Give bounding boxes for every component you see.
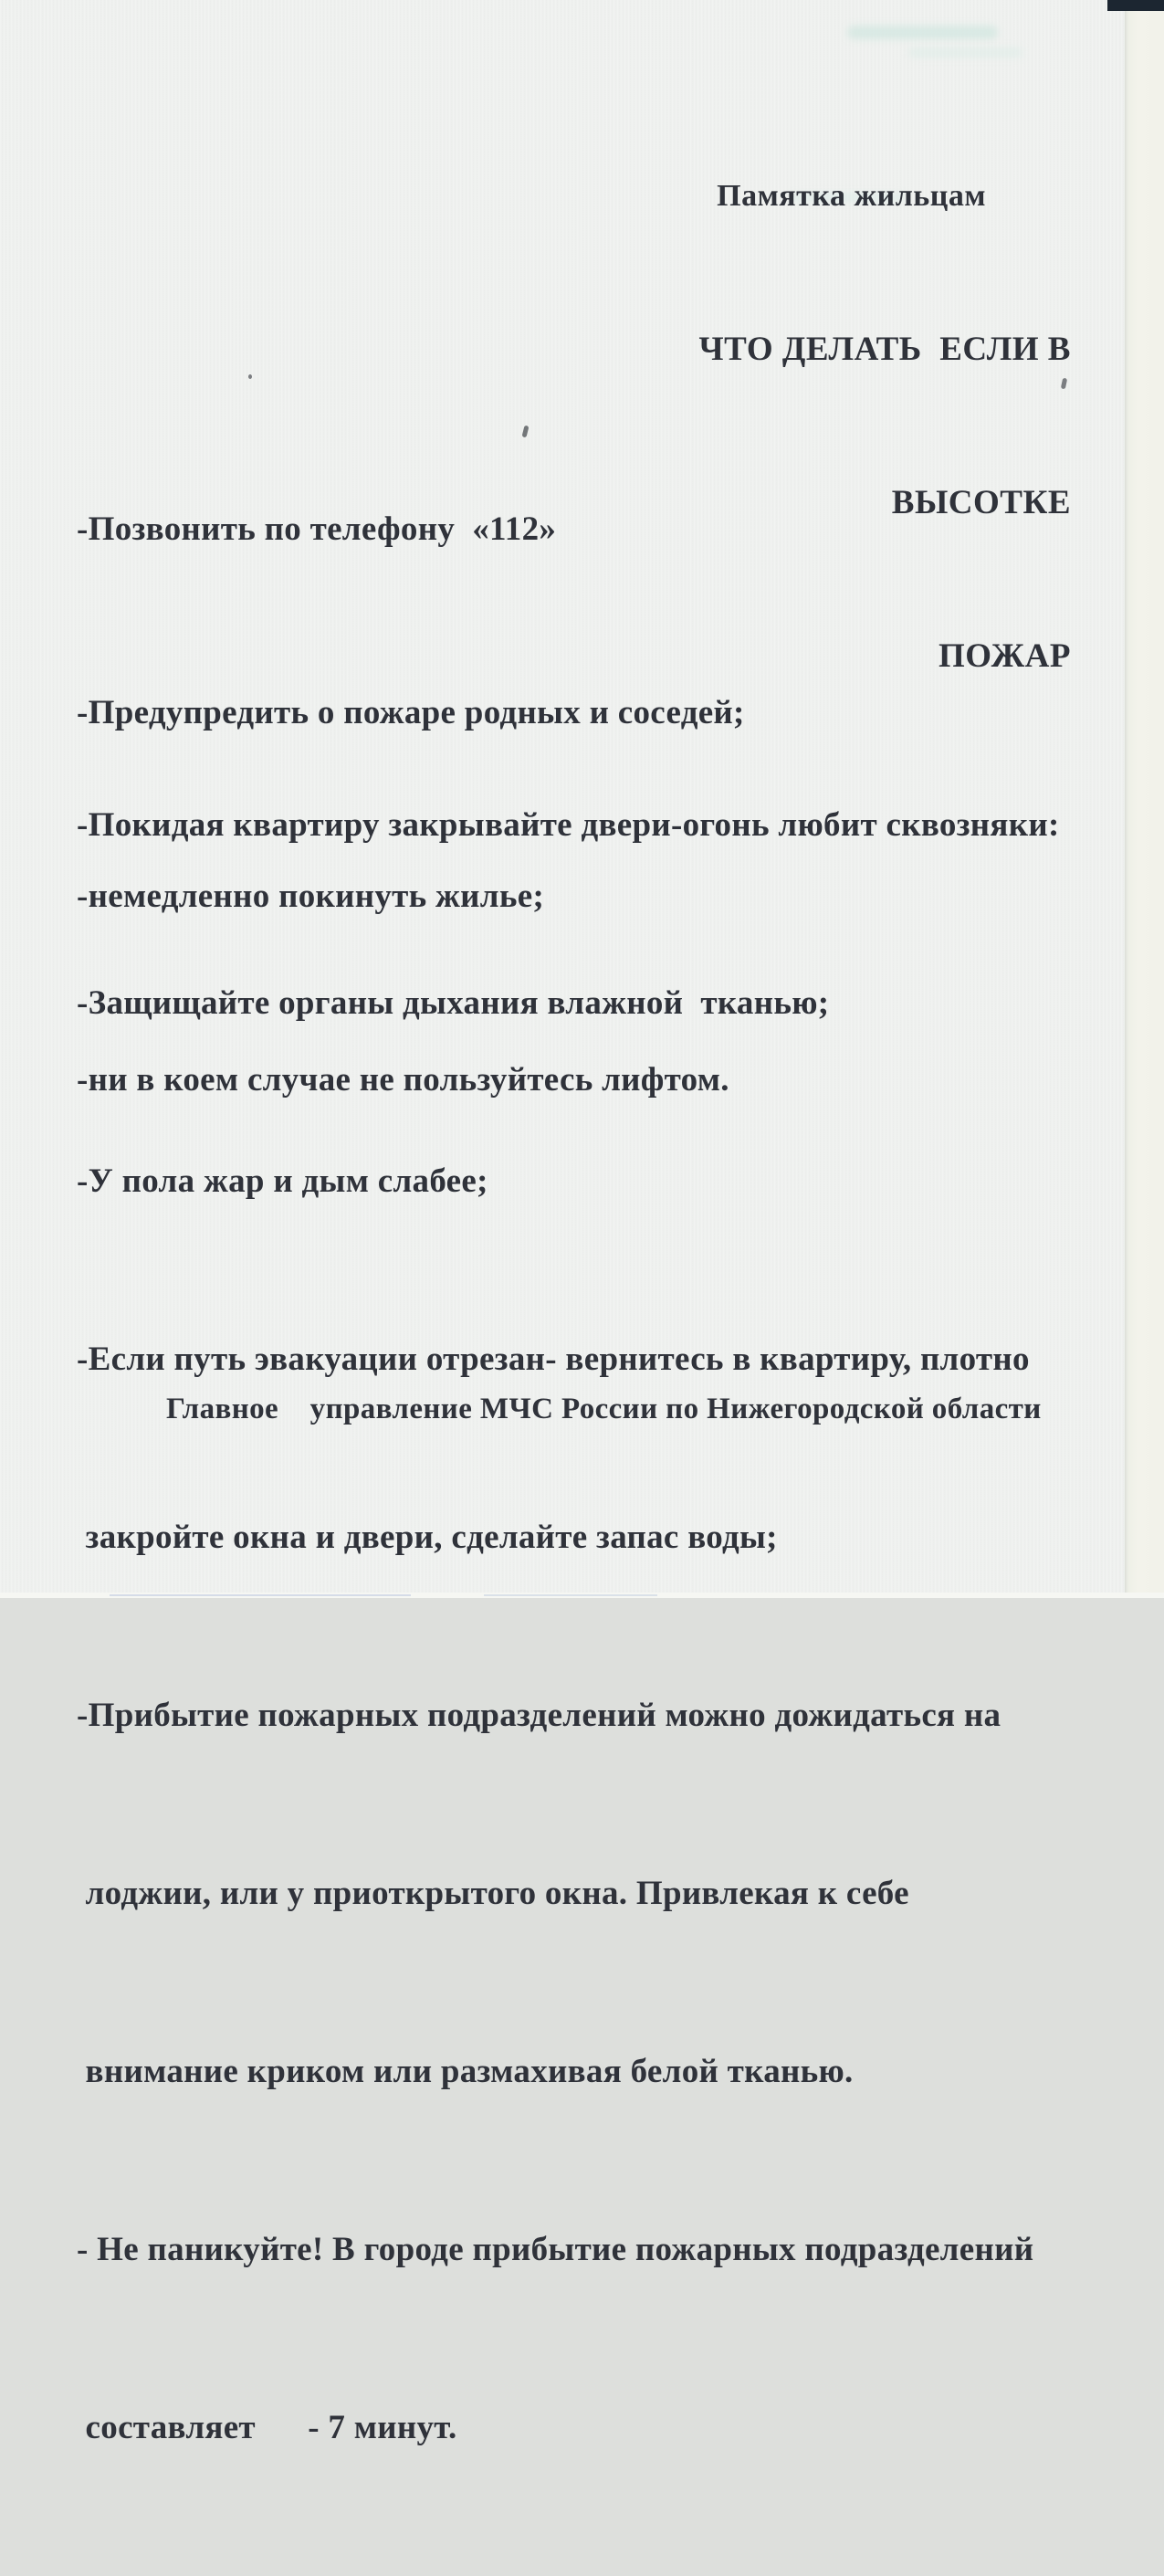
instructions-section-evacuation [77, 677, 1060, 2576]
header-line-highrise: ВЫСОТКЕ [891, 484, 1071, 521]
issuing-authority: Главное управление МЧС России по Нижегородской области [166, 1393, 1042, 1425]
memo-line: -Защищайте органы дыхания влажной тканью; [77, 984, 830, 1022]
memo-line: -Прибытие пожарных подразделений можно дожидаться на [77, 1697, 1001, 1734]
memo-line: -немедленно покинуть жилье; [77, 878, 545, 915]
memo-line: -Покидая квартиру закрывайте двери-огонь любит сквозняки: [77, 806, 1060, 844]
memo-line: -Позвонить по телефону «112» [77, 510, 557, 548]
memo-line: -Если путь эвакуации отрезан- вернитесь в квартиру, плотно [77, 1341, 1030, 1378]
ink-bleed-smudge [847, 26, 998, 39]
header-line-what-to-do: ЧТО ДЕЛАТЬ ЕСЛИ В [698, 331, 1071, 368]
memo-line: закройте окна и двери, сделайте запас воды; [77, 1519, 778, 1556]
memo-line: составляет - 7 минут. [77, 2409, 457, 2446]
memo-line: внимание криком или размахивая белой тканью. [77, 2053, 854, 2090]
header-line-memo-title: Памятка жильцам [717, 179, 986, 213]
memo-line: - Не паникуйте! В городе прибытие пожарных подразделений [77, 2231, 1034, 2268]
header-line-fire: ПОЖАР [938, 637, 1071, 675]
ink-bleed-smudge [908, 47, 1022, 58]
scanner-dark-corner [1107, 0, 1164, 11]
memo-line: -У пола жар и дым слабее; [77, 1162, 488, 1200]
memo-line: лоджии, или у приоткрытого окна. Привлекая к себе [77, 1875, 909, 1912]
paper-edge-strip [1125, 0, 1164, 1598]
memo-line: -ни в коем случае не пользуйтесь лифтом. [77, 1061, 729, 1099]
memo-line: -Предупредить о пожаре родных и соседей; [77, 694, 745, 731]
